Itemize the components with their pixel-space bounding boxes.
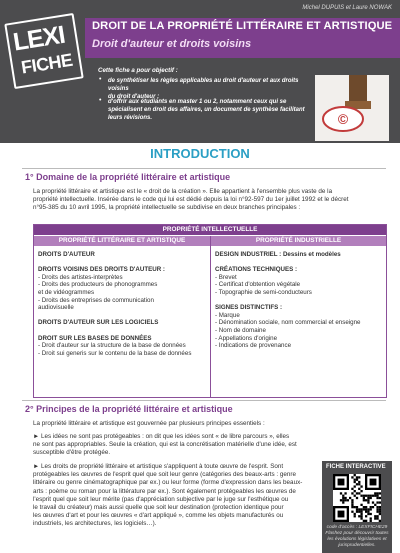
interactive-sheet-panel [322,461,392,553]
table-left-cell [38,251,204,357]
objective-item-2: d'offrir aux étudiants en master 1 ou 2, notamment ceux qui se spécialisent en droit des affaires, un document de synthèse facilitant leurs révisions. [108,99,305,121]
table-line [38,259,204,267]
table-line: - Droits des producteurs de phonogrammes [38,281,158,289]
table-col-left-header: PROPRIÉTÉ LITTÉRAIRE ET ARTISTIQUE [34,236,210,246]
access-code: code d'accès : LEXFICHE29 Flashez pour découvrir toutes les évolutions législatives et jurisprudentielles. [325,525,389,548]
table-col-right-header: PROPRIÉTÉ INDUSTRIELLE [211,236,386,246]
intellectual-property-table [33,224,387,398]
objective-bullet: • [99,97,102,104]
logo-bottom-text: FICHE [19,49,74,78]
table-line: audiovisuelle [38,304,74,312]
table-right-cell [215,251,381,350]
copyright-icon: © [337,111,349,127]
document-subtitle: Droit d'auteur et droits voisins [92,38,252,50]
table-divider [210,236,211,397]
table-title: PROPRIÉTÉ INTELLECTUELLE [34,225,386,235]
divider [22,168,386,169]
table-line: et de vidéogrammes [38,288,95,296]
authors: Michel DUPUIS et Laure NOWAK [302,5,392,11]
table-line: DROITS D'AUTEUR SUR LES LOGICIELS [38,319,159,327]
part1-paragraph: La propriété littéraire et artistique est le « droit de la création ». Elle appartient à l'ensemble plus vaste de la propriété intellectuelle. Insérée dans le code qui lui est dédié depuis la loi n°92-597 du 1er juillet 1992 et le décret n°95-385 du 10 avril 1995, la propriété intellectuelle se subdivise en deux branches principales : [33,188,349,212]
table-line: - Indications de provenance [215,342,292,350]
objective-bullet: • [99,76,102,83]
table-line: - Marque [215,311,240,319]
objective-item-1: de synthétiser les règles applicables au droit d'auteur et aux droits voisins du droit d'auteur ; [108,78,299,100]
divider [22,400,386,401]
table-line [38,327,204,335]
interactive-sheet-title: FICHE INTERACTIVE [326,464,386,470]
objectives-title: Cette fiche a pour objectif : [98,67,178,74]
table-line: - Brevet [215,273,237,281]
table-line: DROITS VOISINS DES DROITS D'AUTEUR : [38,266,165,274]
part2-intro: La propriété littéraire et artistique est gouvernée par plusieurs principes essentiels : [33,420,265,427]
table-line: - Droit d'auteur sur la structure de la base de données [38,342,186,350]
table-line: - Droits des entreprises de communication [38,296,154,304]
table-line: - Droit sui generis sur le contenu de la base de données [38,349,192,357]
table-line: - Topographie de semi-conducteurs [215,288,312,296]
table-line: CRÉATIONS TECHNIQUES : [215,266,298,274]
table-line: DESIGN INDUSTRIEL : Dessins et modèles [215,251,341,258]
logo-top-text: LEXI [11,20,67,57]
part2-heading: 2° Principes de la propriété littéraire et artistique [25,404,233,414]
document-title: DROIT DE LA PROPRIÉTÉ LITTÉRAIRE ET ARTISTIQUE [92,20,393,32]
table-line: - Appellations d'origine [215,334,278,342]
table-line: - Nom de domaine [215,326,266,334]
part2-paragraph-2: ► Les droits de propriété littéraire et artistique s'appliquent à toute œuvre de l'esprit. Sont protégeables les œuvres de l'esprit quel que soit leur genre (catégories des beaux-arts : genre littéraire ou genre cinématographique par ex.) ou leur forme (forme d'expression dans les beaux- arts : poème ou roman pour la littérature par ex.). Sont également protégeables les œuvres de l'esprit quel que soit leur mérite (pas d'appréciation subjective par le juge sur l'esthétique ou le travail du créateur) mais aussi quelle que soit leur destination (protection identique pour les œuvres d'art et pour les œuvres « d'art appliqué », comme les objets manufacturés ou industriels, les architectures, les logiciels…). [33,463,303,528]
table-line: SIGNES DISTINCTIFS : [215,304,283,312]
section-heading [0,143,400,165]
lexifiche-logo [0,6,89,95]
table-line: DROITS D'AUTEUR [38,251,95,258]
table-line: - Certificat d'obtention végétale [215,281,301,289]
part1-heading: 1° Domaine de la propriété littéraire et artistique [25,172,231,182]
header-banner [0,0,400,143]
qr-code-icon[interactable] [333,474,381,522]
copyright-stamp-image [315,75,389,141]
table-line [38,312,204,320]
table-line: - Dénomination sociale, nom commercial et enseigne [215,319,361,327]
table-line [215,297,381,305]
table-line: - Droits des artistes-interprètes [38,273,123,281]
section-title: INTRODUCTION [150,146,250,161]
table-line: DROIT SUR LES BASES DE DONNÉES [38,334,152,342]
part2-paragraph-1: ► Les idées ne sont pas protégeables : on dit que les idées sont « de libre parcours », elles ne sont pas appropriables. Seule la création, qui est la concrétisation matérielle d'une idée, est susceptible d'être protégée. [33,433,297,457]
